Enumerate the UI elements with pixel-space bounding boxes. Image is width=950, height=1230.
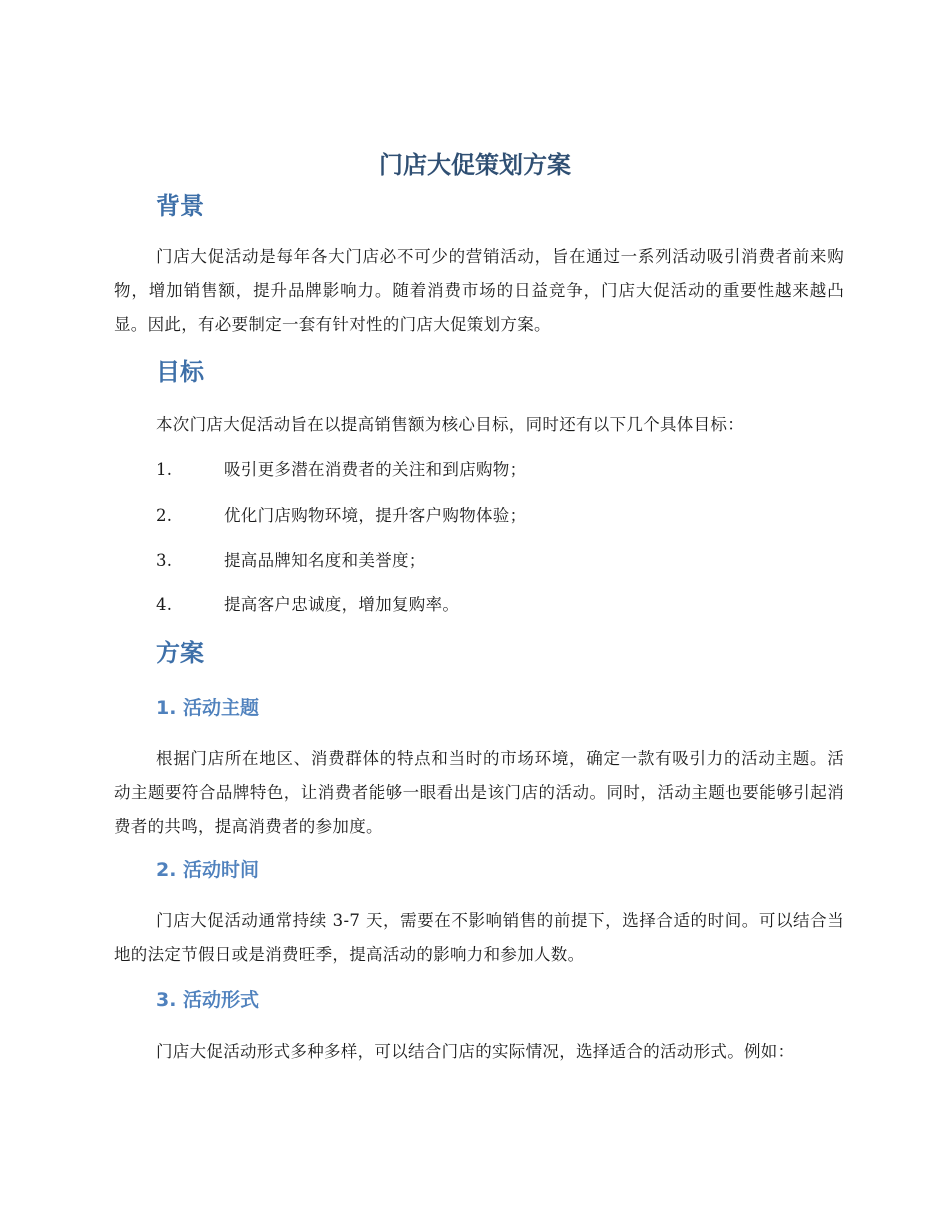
background-paragraph: 门店大促活动是每年各大门店必不可少的营销活动，旨在通过一系列活动吸引消费者前来购物，增加销售额，提升品牌影响力。随着消费市场的日益竞争，门店大促活动的重要性越来越凸显。因此，有必要制定一套有针对性的门店大促策划方案。 xyxy=(114,247,844,334)
list-text: 提高客户忠诚度，增加复购率。 xyxy=(224,595,460,614)
goal-list-item xyxy=(156,503,836,529)
section-heading-goals: 目标 xyxy=(156,358,204,386)
theme-paragraph: 根据门店所在地区、消费群体的特点和当时的市场环境，确定一款有吸引力的活动主题。活动主题要符合品牌特色，让消费者能够一眼看出是该门店的活动。同时，活动主题也要能够引起消费者的共鸣，提高消费者的参加度。 xyxy=(114,749,844,836)
list-number: 1. xyxy=(156,460,173,479)
time-paragraph: 门店大促活动通常持续 3-7 天，需要在不影响销售的前提下，选择合适的时间。可以结合当地的法定节假日或是消费旺季，提高活动的影响力和参加人数。 xyxy=(114,911,844,964)
subsection-heading-theme: 1. 活动主题 xyxy=(156,697,260,719)
goal-list-item xyxy=(156,457,836,483)
section-heading-background: 背景 xyxy=(156,192,204,220)
list-number: 3. xyxy=(156,551,173,570)
list-text: 吸引更多潜在消费者的关注和到店购物； xyxy=(224,460,527,479)
list-number: 4. xyxy=(156,595,173,614)
goal-list-item xyxy=(156,548,836,574)
list-number: 2. xyxy=(156,506,173,525)
goals-intro: 本次门店大促活动旨在以提高销售额为核心目标，同时还有以下几个具体目标： xyxy=(156,415,744,434)
goal-list-item xyxy=(156,592,836,618)
subsection-heading-format: 3. 活动形式 xyxy=(156,989,260,1011)
subsection-heading-time: 2. 活动时间 xyxy=(156,859,260,881)
format-paragraph: 门店大促活动形式多种多样，可以结合门店的实际情况，选择适合的活动形式。例如： xyxy=(156,1042,795,1061)
document-title: 门店大促策划方案 xyxy=(379,151,571,179)
section-heading-plan: 方案 xyxy=(156,639,204,667)
list-text: 优化门店购物环境，提升客户购物体验； xyxy=(224,506,527,525)
list-text: 提高品牌知名度和美誉度； xyxy=(224,551,426,570)
